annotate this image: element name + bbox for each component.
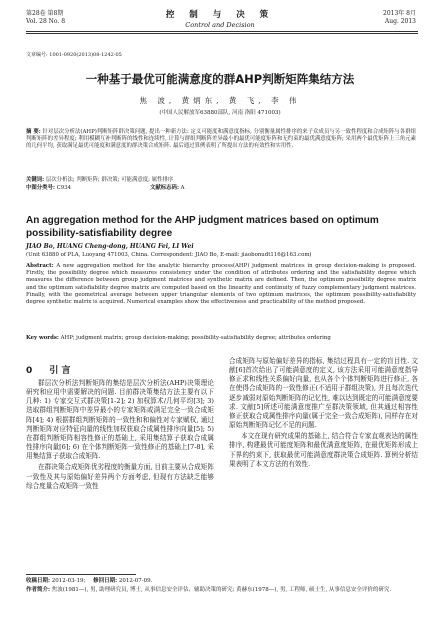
paragraph: 群层次分析法判断矩阵的集结是层次分析法(AHP)决策理论研究和应用中需要解决的问题. 目前群决策集结方法主要有以下几种: 1) 专家交互式群决策[1-2]; 2) 加权算术/几何平均[3]; 3) 迭取群组判断矩阵中差异最小的专家矩阵或满足完全一致合成矩阵[4]; 4) 根据群组判断矩阵的一致性和和偏性对专家赋权, 通过判断矩阵对应特征向量的线性加权获取合成属性排序向量[5]; 5) 在群组判断矩阵相容性修正的基础上, 采用集结算子获取合成属性排序向量[6]; 6) 在个体判断矩阵一致性修正的基础上[7-8], 采用集结算子获取合成矩阵. (26, 379, 214, 461)
doc-code-label: 文献标志码: (150, 185, 179, 191)
doc-code-value: A (180, 185, 185, 191)
section-number: 0 (26, 366, 33, 376)
paragraph: 本文在现有研究成果的基础上, 结合符合专家直观表达的属性排序, 构建最优可能度矩阵和最优满意度矩阵, 在最优矩阵形成上下界的约束下, 获取最优可能满意度群决策合成矩阵. 算例分析结果表明了本文方法的有效性. (229, 432, 418, 468)
author-bio-label: 作者简介: (26, 587, 51, 593)
journal-name-cn: 控 制 与 决 策 (165, 10, 275, 20)
body-right-column (229, 357, 418, 469)
author-bio-text: 焦波(1981—), 男, 助理研究员, 博士, 从事信息安全评估、辅助决策的研究; 黄赫东(1978—), 男, 工程师, 硕士生, 从事信息安全评价的研究. (51, 587, 392, 593)
title-en: An aggregation method for the AHP judgment matrices based on optimum possibility-satisfiability degree (26, 215, 379, 239)
affiliation-cn: (中国人民解放军63880部队, 河南 洛阳 471003) (159, 110, 281, 116)
authors-cn: 焦 波, 黄炳东, 黄 飞, 李 伟 (139, 96, 301, 105)
volume-en: Vol. 28 No. 8 (26, 18, 66, 25)
abstract-cn (26, 129, 416, 151)
document-code (150, 185, 185, 192)
issue-date (383, 10, 416, 26)
abstract-en-label: Abstract: (26, 263, 54, 269)
abstract-cn-text: 针对层次分析法(AHP)判断矩阵群决策问题, 提出一种新方法: 定义可能度和满意度指标, 分别衡量属性排序的来子众成员与另一致性程度和合成矩阵与各群组判断矩阵的差异程度; 利用模糊互补判断阵的线性和连续性, 计算与群组判断阵差异最小的最优可能度矩阵和无约束的最优满意度矩阵; 采用两个最优矩阵上三角元素的几何平均, 获取满足最优可能度和满意度的群决策合成矩阵. 最后通过算例表明了所提出方法的有效性和实用性. (26, 129, 417, 150)
issue-date-en: Aug. 2013 (384, 18, 416, 25)
affiliation-en: (Unit 63880 of PLA, Luoyang 471003, China. Correspondent: JIAO Bo, E-mail: jiaobonudt116@163.com) (26, 252, 312, 258)
section-heading (26, 363, 71, 376)
title-cn: 一种基于最优可能满意度的群AHP判断矩阵集结方法 (85, 72, 355, 86)
clc-label: 中图分类号: (26, 185, 55, 191)
keywords-en-label: Key words: (26, 335, 59, 341)
abstract-cn-label: 摘 要: (26, 129, 41, 135)
article-id: 文章编号: 1001-0920(2013)08-1242-05 (26, 52, 122, 58)
revised-date: 2012-07-09. (118, 578, 153, 584)
issue-date-cn: 2013年 8月 (383, 10, 416, 17)
revised-label: 修回日期: (93, 578, 118, 584)
keywords-cn-label: 关键词: (26, 177, 45, 183)
abstract-en (26, 263, 416, 306)
footnote-rule (26, 574, 136, 575)
abstract-en-text: A new aggregation method for the analytic hierarchy process(AHP) judgment matrices in group decision-making is proposed. Firstly, the possibility degree which measures consistency under the condition of attributes ordering and the satisfiability degree which measures the difference between group judgment matrices and synthetic matrix are defined. Then, the optimum possibility degree matrix and the optimum satisfiability degree matrix are computed based on the linearity and continuity of fuzzy complementary judgment matrices. Finally, with the geometrical average between upper triangular elements of two optimum matrices, the optimum possibility-satisfiability degree synthetic matrix is acquired. Numerical examples show the effectiveness and practicability of the method proposed. (26, 263, 416, 306)
received-label: 收稿日期: (26, 578, 51, 584)
clc-value: C934 (56, 185, 72, 191)
section-title: 引 言 (49, 366, 71, 376)
header-rule (26, 31, 418, 32)
keywords-cn-text: 层次分析法; 判断矩阵; 群决策; 可能满意度; 属性排序 (45, 177, 174, 183)
volume-cn: 第28卷 第8期 (26, 10, 64, 17)
journal-name (0, 8, 440, 29)
paragraph: 在群决策合成矩阵优劣程度的衡量方面, 目前主要从合成矩阵一致性及其与原始偏好差异两个方面考虑, 但现有方法缺乏能够综合度量合成矩阵一致性 (26, 463, 214, 490)
keywords-en-text: AHP; judgment matrix; group decision-making; possibility-satisfiability degree; attributes ordering (60, 335, 331, 341)
journal-name-en: Control and Decision (185, 21, 255, 29)
author-footnote (26, 587, 416, 595)
dates-footnote (26, 578, 152, 586)
keywords-en (26, 335, 416, 342)
header-rule-2 (26, 33, 418, 34)
paragraph: 合成矩阵与原始偏好差异的指标, 集结过程具有一定的盲目性. 文献[6]首次给出了可能满意度的定义, 该方法采用可能满意度指导修正求和线性关系偏好向量, 也从各个个体判断矩阵进行修正, 各在使得合成矩阵的一致性修正(不适用于群组决策), 并且每次迭代逐步减弱对原始判断矩阵的记忆性, 难以达到既定的可能满意度要求. 文献[5]所述可能满意度推广至群决策领域, 但其通过相容性修正获取合成属性排序向量(属于完全一致合成矩阵), 同样存在对原始判断矩阵记忆不足的问题. (229, 357, 418, 430)
body-left-column (26, 379, 214, 491)
authors-en: JIAO Bo, HUANG Cheng-dong, HUANG Fei, LI Wei (26, 243, 194, 250)
received-date: 2012-03-19; (51, 578, 86, 584)
keywords-cn (26, 177, 416, 184)
classification-cn (26, 185, 71, 192)
